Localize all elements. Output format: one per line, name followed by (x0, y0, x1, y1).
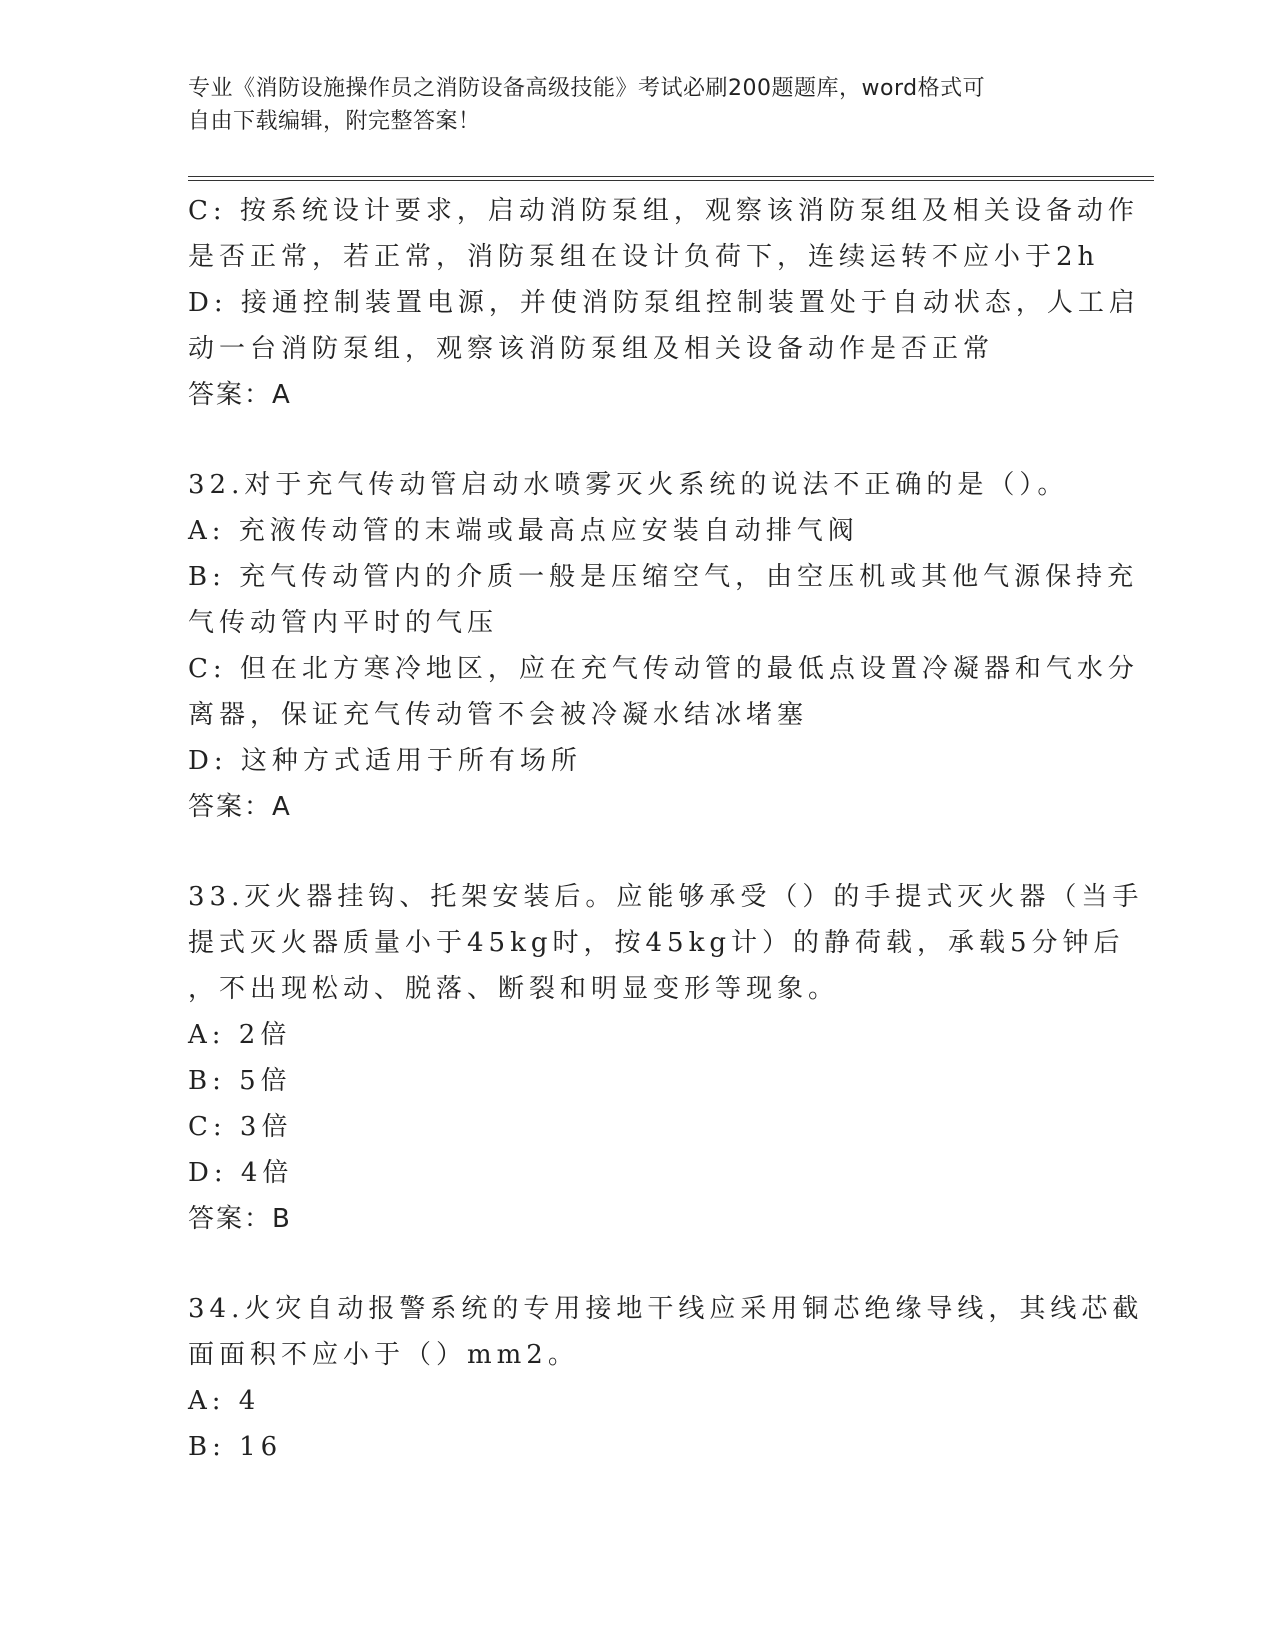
option-b: B: 5倍 (188, 1066, 292, 1096)
option-c-line1: C: 但在北方寒冷地区，应在充气传动管的最低点设置冷凝器和气水分 (188, 654, 1139, 684)
header-title-line1: 专业《消防设施操作员之消防设备高级技能》考试必刷200题题库，word格式可 (188, 76, 986, 101)
option-c-line2: 离器，保证充气传动管不会被冷凝水结冰堵塞 (188, 700, 809, 730)
option-d: D: 4倍 (188, 1158, 294, 1188)
question-stem-line1: 33.灭火器挂钩、托架安装后。应能够承受（）的手提式灭火器（当手 (188, 882, 1144, 912)
answer-line: 答案：A (188, 380, 292, 410)
header-title-line2: 自由下载编辑，附完整答案！ (188, 109, 481, 134)
option-c: C: 3倍 (188, 1112, 293, 1142)
option-b-line2: 气传动管内平时的气压 (188, 608, 499, 638)
option-b-line1: B: 充气传动管内的介质一般是压缩空气，由空压机或其他气源保持充 (188, 562, 1139, 592)
option-b: B: 16 (188, 1432, 283, 1462)
question-33-block (188, 874, 1144, 1242)
option-d: D: 这种方式适用于所有场所 (188, 746, 582, 776)
answer-line: 答案：A (188, 792, 292, 822)
header-divider (188, 176, 1154, 181)
question-stem-line2: 面面积不应小于（）mm2。 (188, 1340, 579, 1370)
option-c-line2: 是否正常，若正常，消防泵组在设计负荷下，连续运转不应小于2h (188, 242, 1100, 272)
page-header (188, 72, 1068, 138)
option-a: A: 4 (188, 1386, 261, 1416)
option-d-line1: D: 接通控制装置电源，并使消防泵组控制装置处于自动状态，人工启 (188, 288, 1140, 318)
question-stem-line3: ，不出现松动、脱落、断裂和明显变形等现象。 (188, 974, 840, 1004)
question-stem-line2: 提式灭火器质量小于45kg时，按45kg计）的静荷载，承载5分钟后 (188, 928, 1125, 958)
option-c-line1: C: 按系统设计要求，启动消防泵组，观察该消防泵组及相关设备动作 (188, 196, 1139, 226)
prev-question-block (188, 188, 1140, 418)
document-body (188, 188, 1144, 1470)
question-32-block (188, 462, 1139, 830)
option-d-line2: 动一台消防泵组，观察该消防泵组及相关设备动作是否正常 (188, 334, 995, 364)
option-a: A: 2倍 (188, 1020, 292, 1050)
answer-line: 答案：B (188, 1204, 292, 1234)
question-stem-line1: 34.火灾自动报警系统的专用接地干线应采用铜芯绝缘导线，其线芯截 (188, 1294, 1144, 1324)
question-34-block (188, 1286, 1144, 1470)
question-stem: 32.对于充气传动管启动水喷雾灭火系统的说法不正确的是（）。 (188, 470, 1069, 500)
option-a: A: 充液传动管的末端或最高点应安装自动排气阀 (188, 516, 859, 546)
